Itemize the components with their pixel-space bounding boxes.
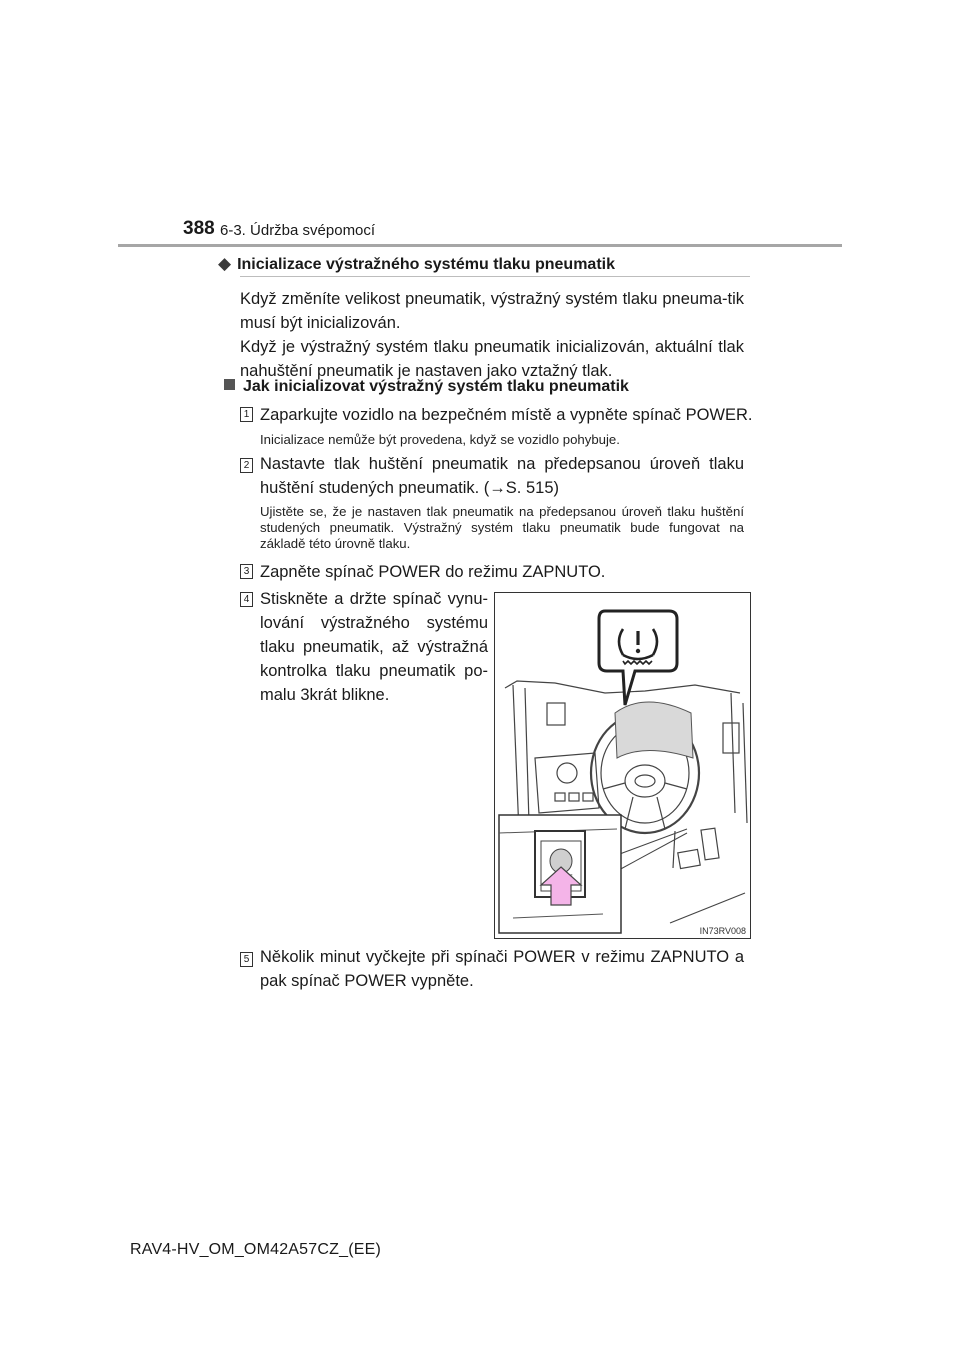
step-number-badge: 5 — [240, 952, 253, 967]
page-number: 388 — [183, 218, 215, 239]
square-bullet-icon — [224, 379, 235, 390]
step-note: Ujistěte se, že je nastaven tlak pneumatik na předepsanou úroveň tlaku huštění studených pneumatik. Výstražný systém tlaku pneumatik bude fungovat na základě této úrovně tlaku. — [260, 504, 744, 551]
dashboard-illustration — [494, 592, 751, 939]
intro-paragraph: Když je výstražný systém tlaku pneumatik inicializován, aktuální tlak nahuštění pneumatik je nastaven jako vztažný tlak. — [240, 338, 744, 380]
intro-paragraph: Když změníte velikost pneumatik, výstražný systém tlaku pneuma-tik musí být inicializován. — [240, 290, 744, 332]
step-number-badge: 1 — [240, 407, 253, 422]
section-heading-text: Inicializace výstražného systému tlaku pneumatik — [237, 256, 615, 273]
subheading-text: Jak inicializovat výstražný systém tlaku pneumatik — [243, 378, 629, 395]
figure-code: IN73RV008 — [699, 926, 746, 936]
step-text: Zapněte spínač POWER do režimu ZAPNUTO. — [260, 563, 606, 581]
step-note: Inicializace nemůže být provedena, když se vozidlo pohybuje. — [260, 432, 620, 447]
step-text: Nastavte tlak huštění pneumatik na předepsanou úroveň tlaku huštění studených pneumatik. (→S. 515) — [260, 455, 744, 497]
diamond-bullet-icon: ◆ — [218, 254, 232, 273]
header-divider — [118, 244, 842, 247]
section-heading — [218, 254, 750, 274]
step-text: Několik minut vyčkejte při spínači POWER v režimu ZAPNUTO a pak spínač POWER vypněte. — [260, 948, 744, 990]
subheading — [224, 378, 629, 396]
footer-document-code: RAV4-HV_OM_OM42A57CZ_(EE) — [130, 1241, 381, 1258]
step-number-badge: 3 — [240, 564, 253, 579]
section-title: 6-3. Údržba svépomocí — [220, 222, 376, 239]
step-number-badge: 2 — [240, 458, 253, 473]
dashboard-drawing — [495, 593, 750, 938]
step-text: Stiskněte a držte spínač vynu-lování výstražného systému tlaku pneumatik, až výstražná kontrolka tlaku pneumatik po-malu 3krát blikne. — [260, 590, 488, 704]
step-text: Zaparkujte vozidlo na bezpečném místě a vypněte spínač POWER. — [260, 406, 753, 424]
heading-divider — [240, 276, 750, 277]
step-number-badge: 4 — [240, 592, 253, 607]
